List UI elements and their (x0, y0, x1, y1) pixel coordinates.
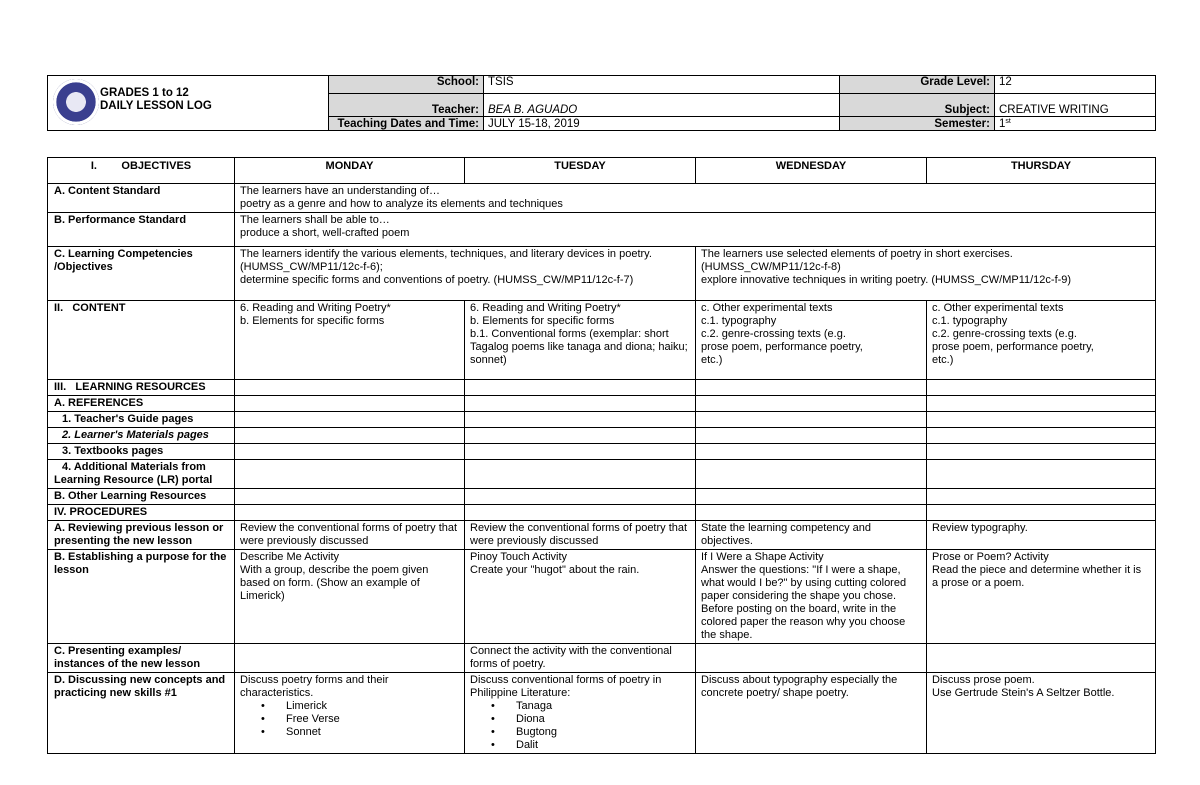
competencies-mon-tue: The learners identify the various elements, techniques, and literary devices in poetry. (HUMSS_CW/MP11/12c-f-6); determine specific forms and conventions of poetry. (HUMSS_CW/MP11/12c-f-7) (235, 247, 696, 301)
competencies-wed-thu: The learners use selected elements of poetry in short exercises. (HUMSS_CW/MP11/12c-f-8) explore innovative techniques in writing poetry. (HUMSS_CW/MP11/12c-f-9) (696, 247, 1156, 301)
col-thursday: THURSDAY (927, 158, 1156, 184)
subject-value: CREATIVE WRITING (995, 94, 1156, 117)
semester-label: Semester: (840, 117, 995, 131)
row-label-learners-materials: 2. Learner's Materials pages (48, 428, 235, 444)
establishing-tuesday: Pinoy Touch Activity Create your "hugot" about the rain. (465, 550, 696, 644)
discussing-monday (235, 673, 465, 754)
deped-seal-icon (53, 79, 99, 125)
tuesday-forms-list (470, 700, 690, 752)
row-label-establishing: B. Establishing a purpose for the lesson (48, 550, 235, 644)
row-label-other-resources: B. Other Learning Resources (48, 489, 235, 505)
row-label-competencies: C. Learning Competencies /Objectives (48, 247, 235, 301)
header-title-box (47, 75, 329, 131)
row-label-textbooks: 3. Textbooks pages (48, 444, 235, 460)
list-item: • Tanaga (516, 700, 690, 713)
row-label-learning-resources: III. LEARNING RESOURCES (48, 380, 235, 396)
content-standard-text: The learners have an understanding of… poetry as a genre and how to analyze its elements and techniques (235, 184, 1156, 213)
list-item: • Sonnet (286, 726, 459, 739)
teacher-label: Teacher: (329, 94, 484, 117)
subject-label: Subject: (840, 94, 995, 117)
col-tuesday: TUESDAY (465, 158, 696, 184)
school-label: School: (329, 76, 484, 94)
discussing-wednesday: Discuss about typography especially the concrete poetry/ shape poetry. (696, 673, 927, 754)
school-value: TSIS (484, 76, 840, 94)
row-label-additional-materials (48, 460, 235, 489)
row-label-teachers-guide: 1. Teacher's Guide pages (48, 412, 235, 428)
row-label-presenting: C. Presenting examples/ instances of the new lesson (48, 644, 235, 673)
list-item: • Dalit (516, 739, 690, 752)
content-thursday: c. Other experimental texts c.1. typography c.2. genre-crossing texts (e.g. prose poem, performance poetry, etc.) (927, 301, 1156, 380)
list-item: • Limerick (286, 700, 459, 713)
content-wednesday: c. Other experimental texts c.1. typography c.2. genre-crossing texts (e.g. prose poem, performance poetry, etc.) (696, 301, 927, 380)
teacher-value: BEA B. AGUADO (484, 94, 840, 117)
document-title: GRADES 1 to 12 DAILY LESSON LOG (100, 87, 212, 112)
reviewing-wednesday: State the learning competency and objectives. (696, 521, 927, 550)
monday-forms-list (240, 700, 459, 739)
discussing-thursday: Discuss prose poem. Use Gertrude Stein's A Seltzer Bottle. (927, 673, 1156, 754)
row-label-performance-standard: B. Performance Standard (48, 213, 235, 247)
discussing-tuesday (465, 673, 696, 754)
establishing-thursday: Prose or Poem? Activity Read the piece and determine whether it is a prose or a poem. (927, 550, 1156, 644)
col-monday: MONDAY (235, 158, 465, 184)
row-label-content-standard: A. Content Standard (48, 184, 235, 213)
col-objectives: I. OBJECTIVES (48, 158, 235, 184)
reviewing-thursday: Review typography. (927, 521, 1156, 550)
discussing-monday-text: Discuss poetry forms and their characteristics. (240, 674, 389, 699)
row-label-discussing: D. Discussing new concepts and practicing new skills #1 (48, 673, 235, 754)
row-label-reviewing: A. Reviewing previous lesson or presenting the new lesson (48, 521, 235, 550)
discussing-tuesday-text: Discuss conventional forms of poetry in Philippine Literature: (470, 674, 662, 699)
content-tuesday: 6. Reading and Writing Poetry* b. Elements for specific forms b.1. Conventional forms (exemplar: short Tagalog poems like tanaga and diona; haiku; sonnet) (465, 301, 696, 380)
dates-value: JULY 15-18, 2019 (484, 117, 840, 131)
additional-materials-text: 4. Additional Materials from Learning Resource (LR) portal (54, 461, 213, 486)
list-item: • Free Verse (286, 713, 459, 726)
semester-value (995, 117, 1156, 131)
col-wednesday: WEDNESDAY (696, 158, 927, 184)
establishing-monday: Describe Me Activity With a group, describe the poem given based on form. (Show an example of Limerick) (235, 550, 465, 644)
header-info-table (328, 75, 1156, 131)
list-item: • Bugtong (516, 726, 690, 739)
lesson-log-table (47, 157, 1156, 754)
establishing-wednesday: If I Were a Shape Activity Answer the questions: "If I were a shape, what would I be?" by using cutting colored paper considering the shape you chose. Before posting on the board, write in the colored paper the reason why you choose the shape. (696, 550, 927, 644)
grade-level-value: 12 (995, 76, 1156, 94)
semester-suffix: st (1005, 118, 1011, 125)
dates-label: Teaching Dates and Time: (329, 117, 484, 131)
list-item: • Diona (516, 713, 690, 726)
performance-standard-text: The learners shall be able to… produce a short, well-crafted poem (235, 213, 1156, 247)
content-monday: 6. Reading and Writing Poetry* b. Elements for specific forms (235, 301, 465, 380)
grade-level-label: Grade Level: (840, 76, 995, 94)
reviewing-monday: Review the conventional forms of poetry that were previously discussed (235, 521, 465, 550)
presenting-tuesday: Connect the activity with the conventional forms of poetry. (465, 644, 696, 673)
row-label-content: II. CONTENT (48, 301, 235, 380)
reviewing-tuesday: Review the conventional forms of poetry that were previously discussed (465, 521, 696, 550)
semester-number: 1 (999, 118, 1006, 130)
row-label-references: A. REFERENCES (48, 396, 235, 412)
row-label-procedures: IV. PROCEDURES (48, 505, 235, 521)
